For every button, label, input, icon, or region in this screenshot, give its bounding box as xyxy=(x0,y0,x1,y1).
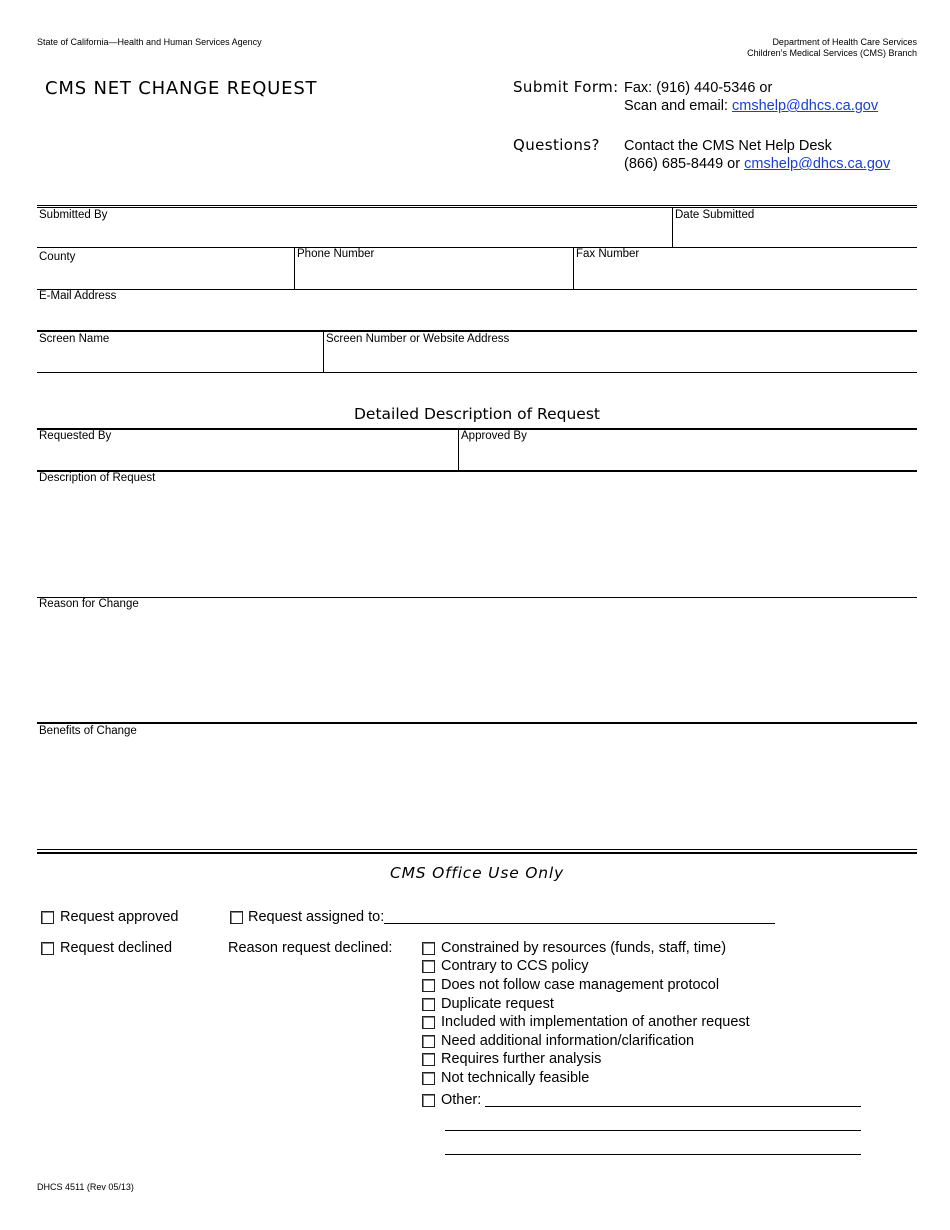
benefits-of-change-label: Benefits of Change xyxy=(39,725,137,737)
reason-label: Requires further analysis xyxy=(441,1051,602,1067)
county-field[interactable] xyxy=(37,248,294,289)
request-approved-label: Request approved xyxy=(60,909,179,925)
date-submitted-label: Date Submitted xyxy=(675,209,755,221)
reason-for-change-label: Reason for Change xyxy=(39,598,139,610)
fax-number-label: Fax Number xyxy=(576,248,640,260)
reason-label: Contrary to CCS policy xyxy=(441,958,589,974)
fax-number-field[interactable] xyxy=(574,248,917,289)
email-address-field[interactable] xyxy=(37,290,917,330)
reason-label: Included with implementation of another request xyxy=(441,1014,750,1030)
benefits-of-change-field[interactable] xyxy=(37,724,917,849)
email-address-label: E-Mail Address xyxy=(39,290,117,302)
divider xyxy=(37,372,917,373)
reason-checkbox[interactable] xyxy=(422,960,435,973)
assigned-to-line[interactable] xyxy=(384,923,775,924)
reason-for-change-field[interactable] xyxy=(37,598,917,722)
other-reason-checkbox[interactable] xyxy=(422,1094,435,1107)
requested-by-field[interactable] xyxy=(37,430,458,470)
screen-name-field[interactable] xyxy=(37,332,323,372)
request-declined-checkbox[interactable] xyxy=(41,942,54,955)
reason-label: Does not follow case management protocol xyxy=(441,977,720,993)
page-title: CMS NET CHANGE REQUEST xyxy=(45,78,318,99)
county-label: County xyxy=(39,251,76,263)
request-approved-checkbox[interactable] xyxy=(41,911,54,924)
reason-checkbox[interactable] xyxy=(422,1016,435,1029)
scan-email-line xyxy=(624,97,878,115)
approved-by-field[interactable] xyxy=(459,430,917,470)
questions-label: Questions? xyxy=(513,136,600,154)
divider xyxy=(37,205,917,206)
reason-label: Duplicate request xyxy=(441,996,554,1012)
reason-checkbox[interactable] xyxy=(422,998,435,1011)
other-reason-line[interactable] xyxy=(485,1106,861,1107)
description-of-request-field[interactable] xyxy=(37,472,917,597)
other-reason-label: Other: xyxy=(441,1092,482,1108)
submitted-by-field[interactable] xyxy=(37,208,672,247)
reason-checkbox[interactable] xyxy=(422,942,435,955)
date-submitted-field[interactable] xyxy=(673,208,917,247)
requested-by-label: Requested By xyxy=(39,430,112,442)
phone-number-field[interactable] xyxy=(295,248,573,289)
phone-number-label: Phone Number xyxy=(297,248,375,260)
reason-label: Need additional information/clarification xyxy=(441,1033,695,1049)
reason-checkbox[interactable] xyxy=(422,1053,435,1066)
department-name: Department of Health Care Services xyxy=(772,37,917,47)
submit-email-link[interactable]: cmshelp@dhcs.ca.gov xyxy=(732,98,879,114)
reason-checkbox[interactable] xyxy=(422,1035,435,1048)
reason-label: Not technically feasible xyxy=(441,1070,590,1086)
other-reason-line[interactable] xyxy=(445,1130,861,1131)
screen-name-label: Screen Name xyxy=(39,333,110,345)
reason-checkbox[interactable] xyxy=(422,1072,435,1085)
help-phone-line xyxy=(624,155,890,173)
submit-form-label: Submit Form: xyxy=(513,78,619,96)
reason-declined-label: Reason request declined: xyxy=(228,940,393,956)
request-declined-label: Request declined xyxy=(60,940,173,956)
office-use-heading: CMS Office Use Only xyxy=(390,864,564,882)
help-email-link[interactable]: cmshelp@dhcs.ca.gov xyxy=(744,156,891,172)
detailed-description-heading: Detailed Description of Request xyxy=(354,405,600,423)
reason-checkbox[interactable] xyxy=(422,979,435,992)
other-reason-line[interactable] xyxy=(445,1154,861,1155)
reason-label: Constrained by resources (funds, staff, time) xyxy=(441,940,727,956)
help-phone-text: (866) 685-8449 or xyxy=(624,156,745,172)
description-of-request-label: Description of Request xyxy=(39,472,156,484)
request-assigned-label: Request assigned to: xyxy=(248,909,385,925)
request-assigned-checkbox[interactable] xyxy=(230,911,243,924)
help-desk-text: Contact the CMS Net Help Desk xyxy=(624,138,832,154)
approved-by-label: Approved By xyxy=(461,430,527,442)
agency-name: State of California—Health and Human Services Agency xyxy=(37,37,262,47)
branch-name: Children’s Medical Services (CMS) Branch xyxy=(747,48,917,58)
divider xyxy=(37,849,917,850)
screen-number-field[interactable] xyxy=(324,332,917,372)
scan-email-text: Scan and email: xyxy=(624,98,733,114)
divider xyxy=(37,852,917,854)
fax-text: Fax: (916) 440-5346 or xyxy=(624,80,773,96)
submitted-by-label: Submitted By xyxy=(39,209,108,221)
screen-number-label: Screen Number or Website Address xyxy=(326,333,510,345)
form-number: DHCS 4511 (Rev 05/13) xyxy=(37,1182,134,1192)
